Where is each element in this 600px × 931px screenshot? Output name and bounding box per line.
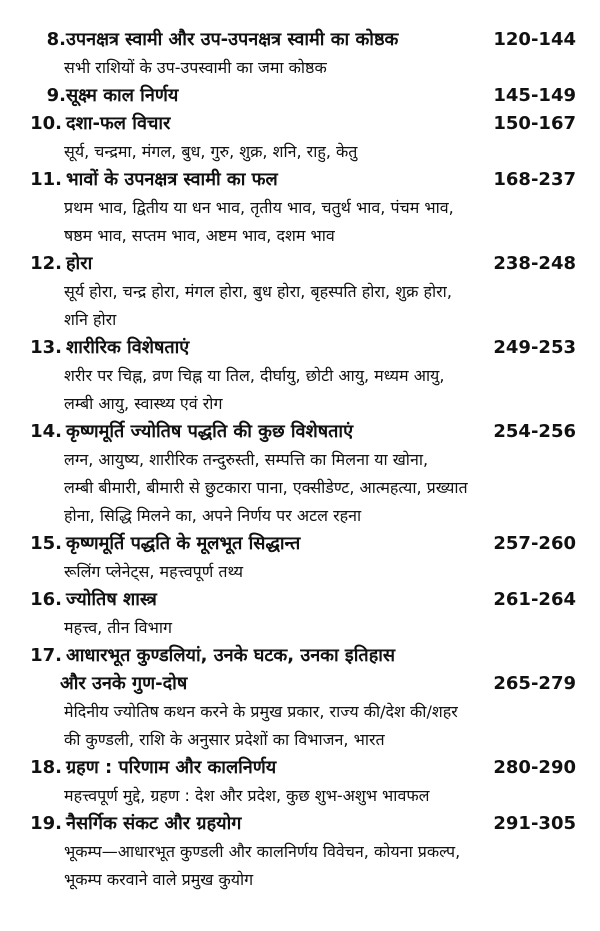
toc-entry xyxy=(0,418,600,530)
chapter-title-row xyxy=(0,810,600,838)
toc-entry xyxy=(0,110,600,166)
chapter-subtopics-row xyxy=(0,698,600,726)
chapter-subtopics: षष्ठम भाव, सप्तम भाव, अष्टम भाव, दशम भाव xyxy=(64,226,335,245)
chapter-number: 13. xyxy=(30,337,62,358)
chapter-subtopics-row xyxy=(0,866,600,894)
chapter-subtopics: की कुण्डली, राशि के अनुसार प्रदेशों का विभाजन, भारत xyxy=(64,730,385,749)
chapter-subtopics-row xyxy=(0,54,600,82)
chapter-subtopics-row xyxy=(0,362,600,390)
chapter-subtopics-row xyxy=(0,474,600,502)
chapter-title-row xyxy=(0,418,600,446)
chapter-number: 14. xyxy=(30,421,62,442)
toc-entry xyxy=(0,166,600,250)
page-range: 265-279 xyxy=(493,673,576,694)
chapter-title-row xyxy=(0,110,600,138)
toc-entry xyxy=(0,810,600,894)
chapter-title-row xyxy=(0,642,600,670)
toc-entry xyxy=(0,26,600,82)
toc-entry xyxy=(0,82,600,110)
chapter-number: 17. xyxy=(30,645,62,666)
chapter-subtopics: होना, सिद्धि मिलने का, अपने निर्णय पर अटल रहना xyxy=(64,506,362,525)
chapter-subtopics: प्रथम भाव, द्वितीय या धन भाव, तृतीय भाव, चतुर्थ भाव, पंचम भाव, xyxy=(64,198,454,217)
chapter-title-row xyxy=(0,166,600,194)
chapter-subtopics-row xyxy=(0,278,600,306)
chapter-subtopics-row xyxy=(0,782,600,810)
chapter-title: आधारभूत कुण्डलियां, उनके घटक, उनका इतिहास xyxy=(66,645,396,666)
chapter-number: 9. xyxy=(46,85,66,106)
chapter-subtopics-row xyxy=(0,558,600,586)
chapter-title-row xyxy=(0,670,600,698)
chapter-subtopics: शरीर पर चिह्न, व्रण चिह्न या तिल, दीर्घायु, छोटी आयु, मध्यम आयु, xyxy=(64,366,445,385)
toc-entry xyxy=(0,754,600,810)
chapter-title: कृष्णमूर्ति ज्योतिष पद्धति की कुछ विशेषताएं xyxy=(66,421,354,442)
page-range: 249-253 xyxy=(493,337,576,358)
toc-entry xyxy=(0,250,600,334)
chapter-subtopics: भूकम्प करवाने वाले प्रमुख कुयोग xyxy=(64,870,254,889)
chapter-subtopics: सूर्य, चन्द्रमा, मंगल, बुध, गुरु, शुक्र, शनि, राहु, केतु xyxy=(64,142,358,161)
chapter-title: सूक्ष्म काल निर्णय xyxy=(66,85,179,106)
chapter-subtopics: महत्त्व, तीन विभाग xyxy=(64,618,172,637)
toc-entry xyxy=(0,586,600,642)
chapter-number: 10. xyxy=(30,113,62,134)
chapter-subtopics-row xyxy=(0,194,600,222)
chapter-title: ग्रहण : परिणाम और कालनिर्णय xyxy=(66,757,277,778)
chapter-subtopics: रूलिंग प्लेनेट्स, महत्त्वपूर्ण तथ्य xyxy=(64,562,243,581)
page-range: 238-248 xyxy=(493,253,576,274)
chapter-number: 16. xyxy=(30,589,62,610)
chapter-title-row xyxy=(0,82,600,110)
page-range: 280-290 xyxy=(493,757,576,778)
chapter-title: भावों के उपनक्षत्र स्वामी का फल xyxy=(66,169,278,190)
chapter-title-continued: और उनके गुण-दोष xyxy=(60,673,188,694)
chapter-title-row xyxy=(0,530,600,558)
chapter-subtopics-row xyxy=(0,502,600,530)
chapter-subtopics: शनि होरा xyxy=(64,310,117,329)
chapter-subtopics-row xyxy=(0,838,600,866)
chapter-title-row xyxy=(0,586,600,614)
chapter-subtopics-row xyxy=(0,614,600,642)
page-range: 254-256 xyxy=(493,421,576,442)
toc-entry xyxy=(0,642,600,754)
chapter-subtopics: महत्त्वपूर्ण मुद्दे, ग्रहण : देश और प्रदेश, कुछ शुभ-अशुभ भावफल xyxy=(64,786,430,805)
chapter-title: कृष्णमूर्ति पद्धति के मूलभूत सिद्धान्त xyxy=(66,533,301,554)
chapter-subtopics: लम्बी बीमारी, बीमारी से छुटकारा पाना, एक्सीडेण्ट, आत्महत्या, प्रख्यात xyxy=(64,478,468,497)
toc-entry xyxy=(0,334,600,418)
page-range: 291-305 xyxy=(493,813,576,834)
page-range: 145-149 xyxy=(493,85,576,106)
chapter-number: 15. xyxy=(30,533,62,554)
page-range: 257-260 xyxy=(493,533,576,554)
page-range: 261-264 xyxy=(493,589,576,610)
chapter-number: 18. xyxy=(30,757,62,778)
chapter-title: दशा-फल विचार xyxy=(66,113,171,134)
page-range: 120-144 xyxy=(493,29,576,50)
chapter-subtopics-row xyxy=(0,726,600,754)
chapter-subtopics: मेदिनीय ज्योतिष कथन करने के प्रमुख प्रकार, राज्य की/देश की/शहर xyxy=(64,702,458,721)
chapter-title: होरा xyxy=(66,253,93,274)
table-of-contents xyxy=(0,26,600,894)
chapter-number: 12. xyxy=(30,253,62,274)
chapter-title: ज्योतिष शास्त्र xyxy=(66,589,157,610)
chapter-subtopics: सूर्य होरा, चन्द्र होरा, मंगल होरा, बुध होरा, बृहस्पति होरा, शुक्र होरा, xyxy=(64,282,452,301)
chapter-subtopics-row xyxy=(0,390,600,418)
chapter-title-row xyxy=(0,250,600,278)
chapter-subtopics: लम्बी आयु, स्वास्थ्य एवं रोग xyxy=(64,394,223,413)
chapter-title-row xyxy=(0,26,600,54)
chapter-number: 19. xyxy=(30,813,62,834)
page-range: 150-167 xyxy=(493,113,576,134)
page-range: 168-237 xyxy=(493,169,576,190)
chapter-title-row xyxy=(0,754,600,782)
chapter-number: 11. xyxy=(30,169,62,190)
chapter-number: 8. xyxy=(46,29,66,50)
chapter-subtopics-row xyxy=(0,306,600,334)
chapter-subtopics-row xyxy=(0,222,600,250)
chapter-title-row xyxy=(0,334,600,362)
chapter-title: उपनक्षत्र स्वामी और उप-उपनक्षत्र स्वामी का कोष्ठक xyxy=(66,29,399,50)
chapter-subtopics-row xyxy=(0,138,600,166)
chapter-subtopics: भूकम्प—आधारभूत कुण्डली और कालनिर्णय विवेचन, कोयना प्रकल्प, xyxy=(64,842,461,861)
toc-entry xyxy=(0,530,600,586)
chapter-title: शारीरिक विशेषताएं xyxy=(66,337,190,358)
chapter-subtopics: सभी राशियों के उप-उपस्वामी का जमा कोष्ठक xyxy=(64,58,327,77)
chapter-subtopics-row xyxy=(0,446,600,474)
chapter-subtopics: लग्न, आयुष्य, शारीरिक तन्दुरुस्ती, सम्पत्ति का मिलना या खोना, xyxy=(64,450,429,469)
chapter-title: नैसर्गिक संकट और ग्रहयोग xyxy=(66,813,242,834)
